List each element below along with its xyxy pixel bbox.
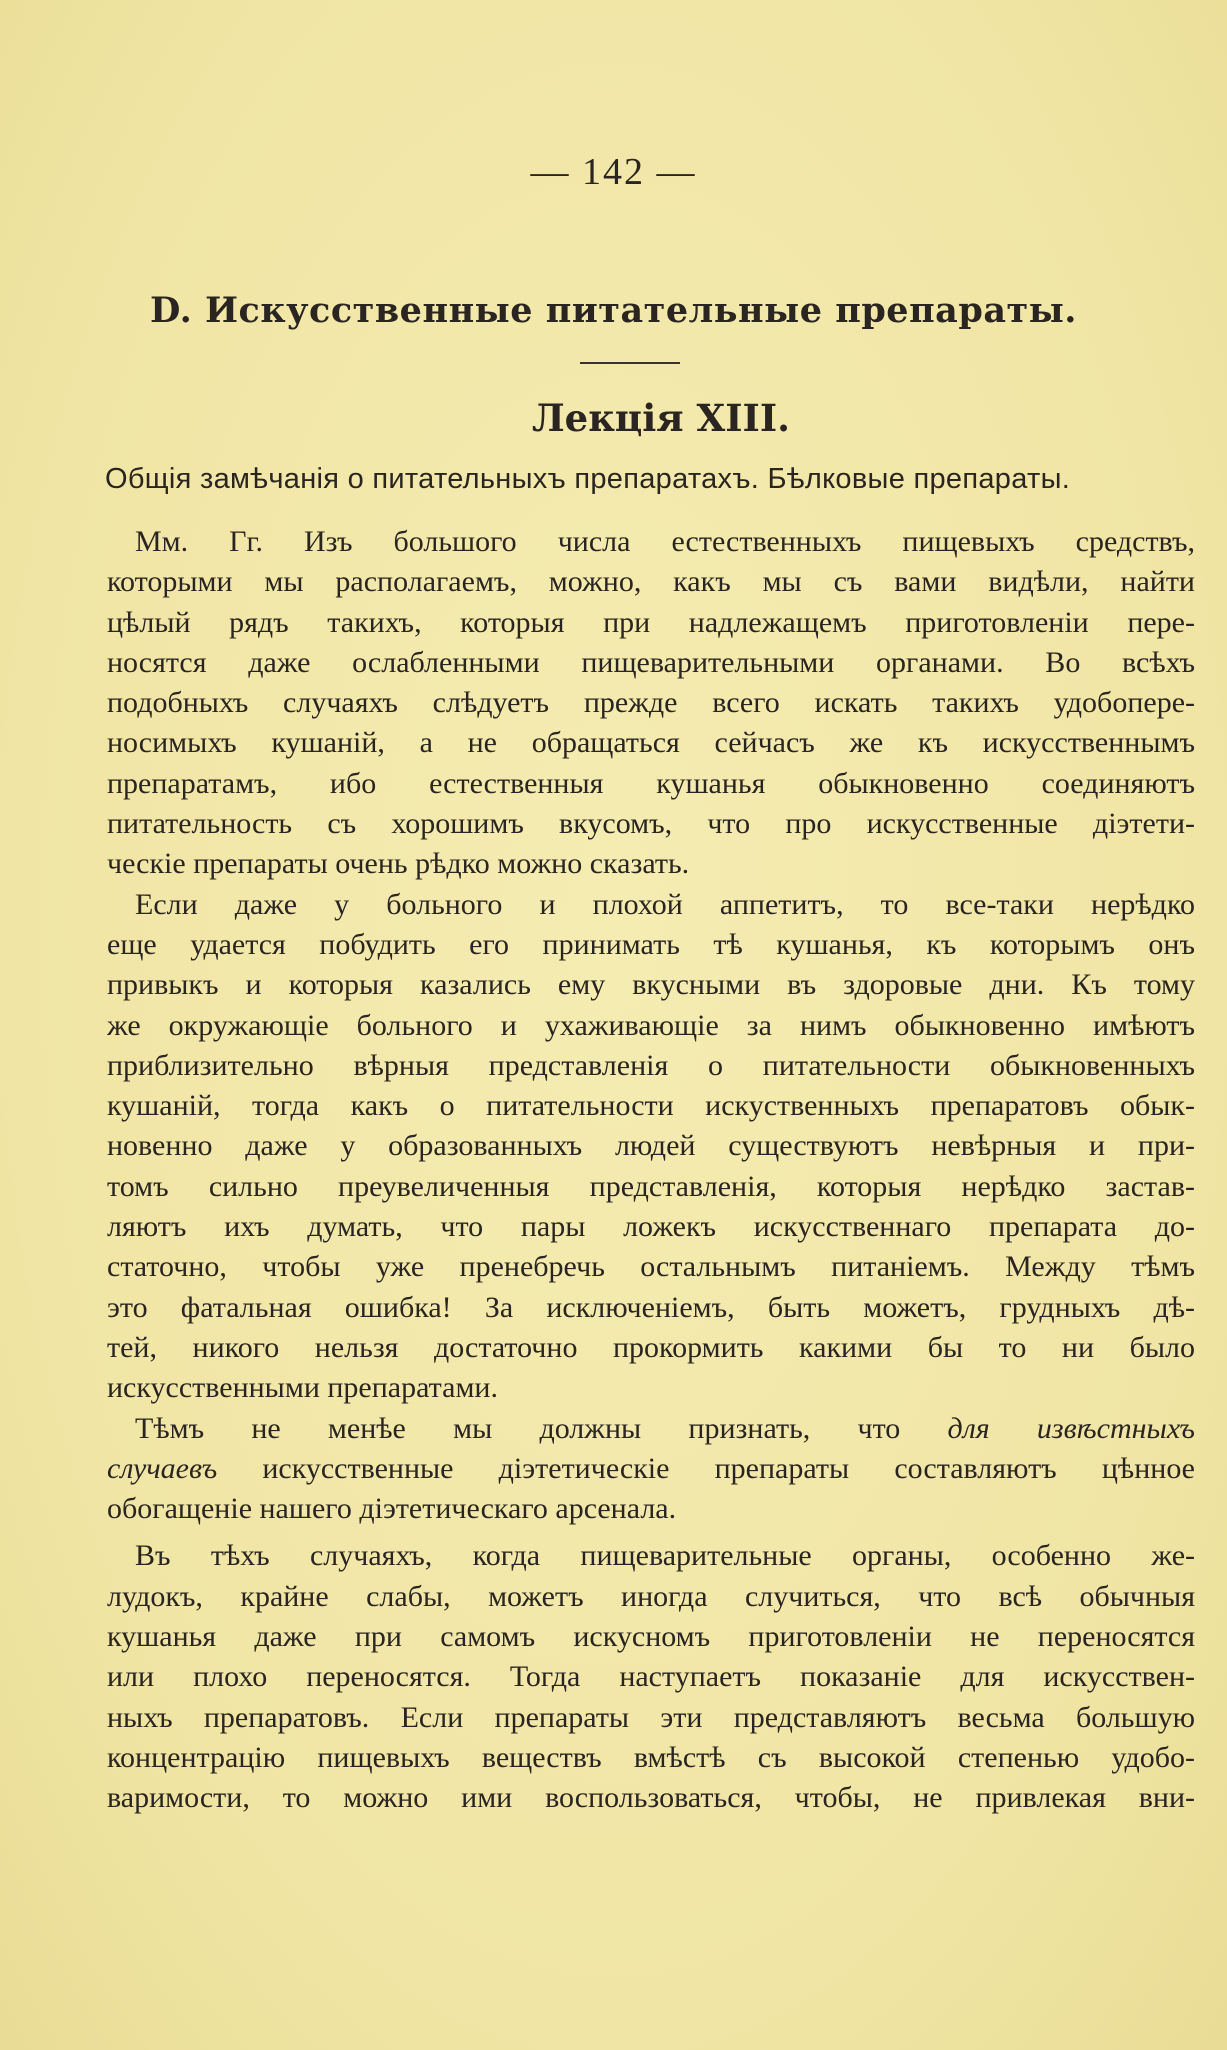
italic-phrase: для извѣстныхъ [947,1411,1195,1445]
text-line: искусственными препаратами. [107,1371,498,1405]
text-line: лудокъ, крайне слабы, можетъ иногда случиться, что всѣ обычныя [107,1579,1195,1613]
text-line: еще удается побудить его принимать тѣ кушанья, къ которымъ онъ [107,927,1195,961]
page-number: — 142 — [530,151,697,193]
paragraph-1 [107,522,1195,885]
text-line: же окружающіе больного и ухаживающіе за нимъ обыкновенно имѣютъ [107,1008,1195,1042]
title-divider [580,362,680,364]
section-title: D. Искусственные питательные препараты. [150,290,1077,331]
lecture-subtitle: Общія замѣчанія о питательныхъ препаратахъ. Бѣлковые препараты. [105,463,1071,495]
text-line: цѣлый рядъ такихъ, которыя при надлежащемъ приготовленіи пере- [107,605,1195,639]
paragraph-4 [107,1536,1195,1818]
text-line: приблизительно вѣрныя представленія о питательности обыкновенныхъ [107,1048,1195,1082]
text-line: питательность съ хорошимъ вкусомъ, что про искусственные діэтети- [107,807,1195,841]
paragraph-3 [107,1409,1195,1530]
paragraph-2 [107,885,1195,1409]
text-line: томъ сильно преувеличенныя представленія, которыя нерѣдко застав- [107,1169,1195,1203]
text-line: кушанья даже при самомъ искусномъ приготовленіи не переносятся [107,1620,1195,1654]
text-line: ляютъ ихъ думать, что пары ложекъ искусственнаго препарата до- [107,1210,1195,1244]
text-line: носимыхъ кушаній, а не обращаться сейчасъ же къ искусственнымъ [107,726,1195,760]
text-line: новенно даже у образованныхъ людей существуютъ невѣрныя и при- [107,1129,1195,1163]
text-line [107,1409,1195,1449]
text-run: Тѣмъ не менѣе мы должны признать, что [135,1411,901,1445]
text-line [107,1449,1195,1489]
text-line: Если даже у больного и плохой аппетитъ, то все-таки нерѣдко [135,887,1195,921]
text-line: кушаній, тогда какъ о питательности искуственныхъ препаратовъ обык- [107,1089,1195,1123]
text-run: искусственные діэтетическіе препараты составляютъ цѣнное [262,1451,1195,1485]
text-line: тей, никого нельзя достаточно прокормить какими бы то ни было [107,1330,1195,1364]
text-line: Въ тѣхъ случаяхъ, когда пищеварительные органы, особенно же- [135,1539,1195,1573]
text-line: или плохо переносятся. Тогда наступаетъ показаніе для искусствен- [107,1660,1195,1694]
text-line: концентрацію пищевыхъ веществъ вмѣстѣ съ высокой степенью удобо- [107,1740,1195,1774]
text-line: которыми мы располагаемъ, можно, какъ мы съ вами видѣли, найти [107,565,1195,599]
text-line: варимости, то можно ими воспользоваться, чтобы, не привлекая вни- [107,1781,1195,1815]
text-line: статочно, чтобы уже пренебречь остальнымъ питаніемъ. Между тѣмъ [107,1250,1195,1284]
text-line: подобныхъ случаяхъ слѣдуетъ прежде всего искать такихъ удобопере- [107,686,1195,720]
lecture-title: Лекція XIII. [531,396,791,440]
text-line: Мм. Гг. Изъ большого числа естественныхъ пищевыхъ средствъ, [135,525,1195,558]
text-line: обогащеніе нашего діэтетическаго арсенала. [107,1492,677,1526]
text-line: носятся даже ослабленными пищеварительными органами. Во всѣхъ [107,645,1195,679]
text-line: ческіе препараты очень рѣдко можно сказать. [107,847,690,881]
text-line: ныхъ препаратовъ. Если препараты эти представляютъ весьма большую [107,1700,1195,1734]
text-line: это фатальная ошибка! За исключеніемъ, быть можетъ, грудныхъ дѣ- [107,1290,1195,1324]
text-line: препаратамъ, ибо естественныя кушанья обыкновенно соединяютъ [107,766,1195,800]
body-text [107,522,1195,1819]
italic-phrase: случаевъ [107,1451,218,1485]
text-line: привыкъ и которыя казались ему вкусными въ здоровые дни. Къ тому [107,968,1195,1002]
